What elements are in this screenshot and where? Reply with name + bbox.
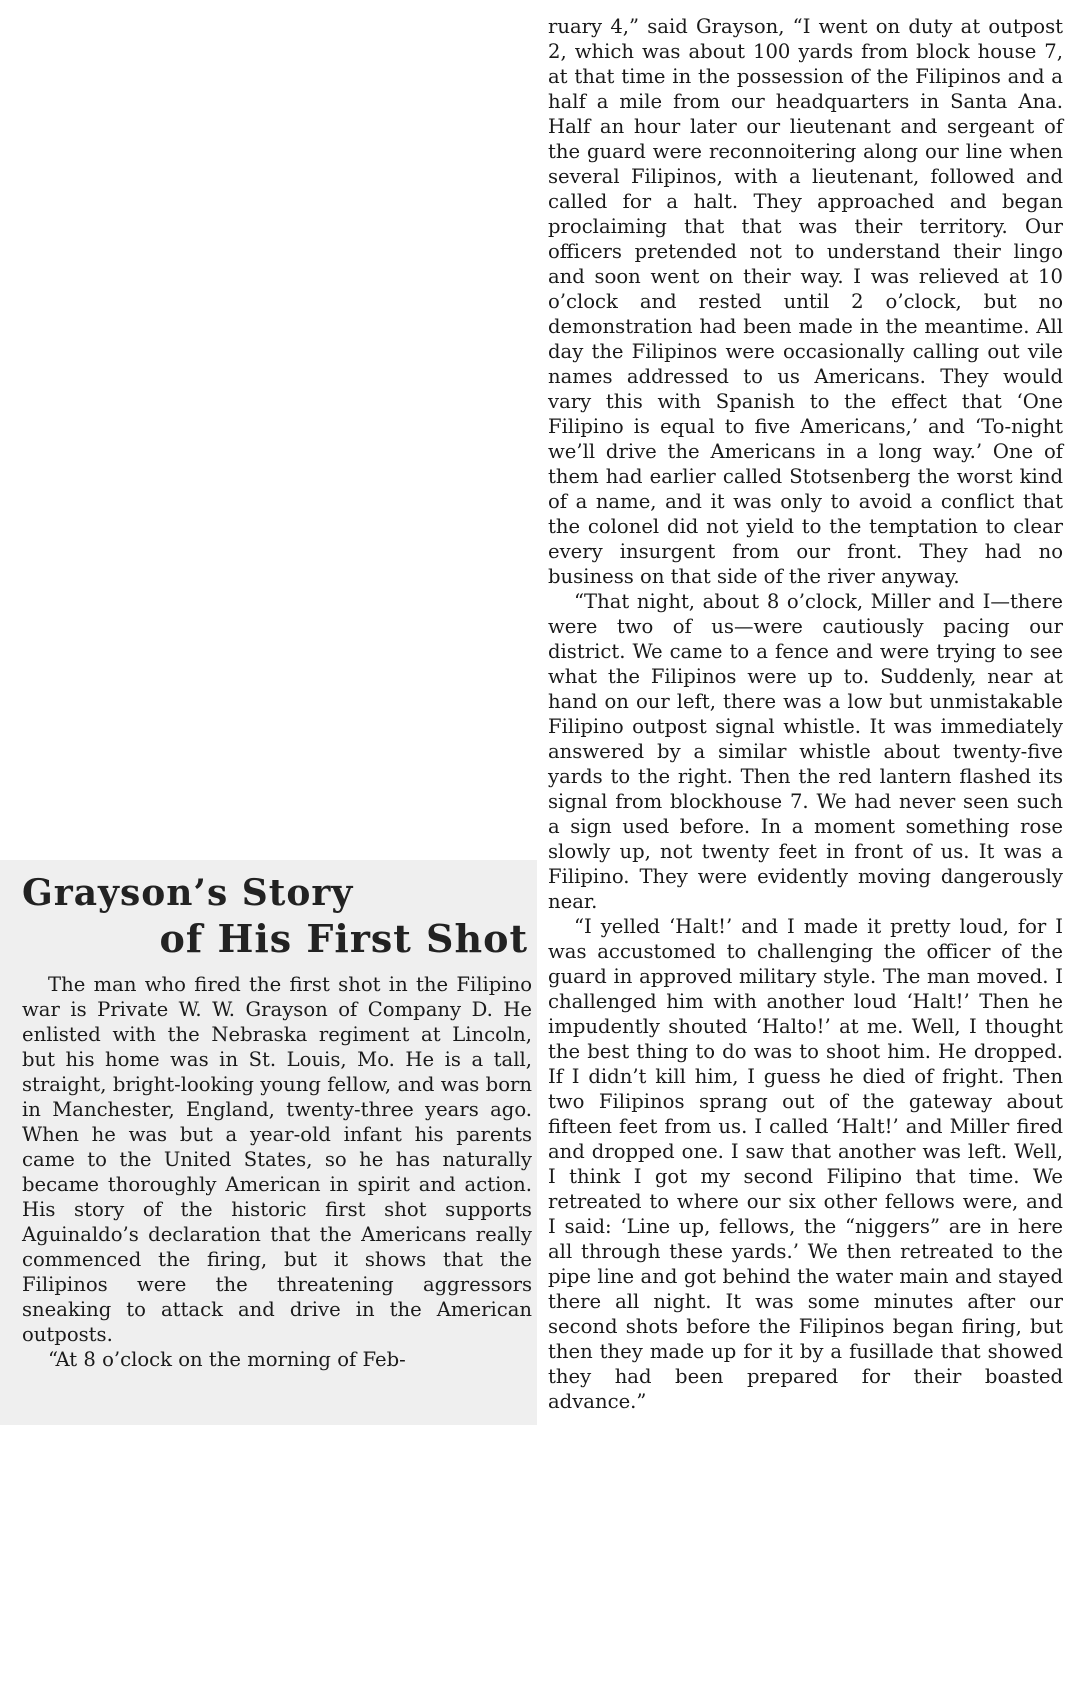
article-headline <box>22 870 532 962</box>
night-patrol-paragraph: “That night, about 8 o’clock, Miller and I—there were two of us—were cautiously pacing our district. We came to a fence and were trying to see what the Filipinos were up to. Suddenly, near at hand on our left, there was a low but unmistakable Filipino outpost signal whistle. It was immediately answered by a similar whistle about twenty-five yards to the right. Then the red lantern flashed its signal from blockhouse 7. We had never seen such a sign used before. In a moment something rose slowly up, not twenty feet in front of us. It was a Filipino. They were evidently moving dangerously near. <box>548 590 1063 913</box>
right-column <box>548 14 1063 1414</box>
quote-start-paragraph: “At 8 o’clock on the morning of Feb- <box>48 1348 406 1371</box>
headline-line-2: of His First Shot <box>159 916 528 961</box>
quote-continued-paragraph: ruary 4,” said Grayson, “I went on duty at outpost 2, which was about 100 yards from block house 7, at that time in the possession of the Filipinos and a half a mile from our headquarters in Santa Ana. Half an hour later our lieutenant and sergeant of the guard were reconnoitering along our line when several Filipinos, with a lieutenant, followed and called for a halt. They approached and began proclaiming that that was their territory. Our officers pretended not to understand their lingo and soon went on their way. I was relieved at 10 o’clock and rested until 2 o’clock, but no demonstration had been made in the meantime. All day the Filipinos were occasionally calling out vile names addressed to us Americans. They would vary this with Spanish to the effect that ‘One Filipino is equal to five Americans,’ and ‘To-night we’ll drive the Americans in a long way.’ One of them had earlier called Stotsenberg the worst kind of a name, and it was only to avoid a conflict that the colonel did not yield to the temptation to clear every insurgent from our front. They had no business on that side of the river anyway. <box>548 15 1063 588</box>
first-shot-paragraph: “I yelled ‘Halt!’ and I made it pretty loud, for I was accustomed to challenging the officer of the guard in approved military style. The man moved. I challenged him with another loud ‘Halt!’ Then he impudently shouted ‘Halto!’ at me. Well, I thought the best thing to do was to shoot him. He dropped. If I didn’t kill him, I guess he died of fright. Then two Filipinos sprang out of the gateway about fifteen feet from us. I called ‘Halt!’ and Miller fired and dropped one. I saw that another was left. Well, I think I got my second Filipino that time. We retreated to where our six other fellows were, and I said: ‘Line up, fellows, the “niggers” are in here all through these yards.’ We then retreated to the pipe line and got behind the water main and stayed there all night. It was some minutes after our second shots before the Filipinos began firing, but then they made up for it by a fusillade that showed they had been prepared for their boasted advance.” <box>548 915 1063 1413</box>
intro-paragraph: The man who fired the first shot in the Filipino war is Private W. W. Grayson of Company D. He enlisted with the Nebraska regiment at Lincoln, but his home was in St. Louis, Mo. He is a tall, straight, bright-looking young fellow, and was born in Manchester, England, twenty-three years ago. When he was but a year-old infant his parents came to the United States, so he has naturally became thoroughly American in spirit and action. His story of the historic first shot supports Aguinaldo’s declaration that the Americans really commenced the firing, but it shows that the Filipinos were the threatening aggressors sneaking to attack and drive in the American outposts. <box>22 973 532 1346</box>
left-column <box>22 870 532 1372</box>
headline-line-1: Grayson’s Story <box>22 872 354 914</box>
